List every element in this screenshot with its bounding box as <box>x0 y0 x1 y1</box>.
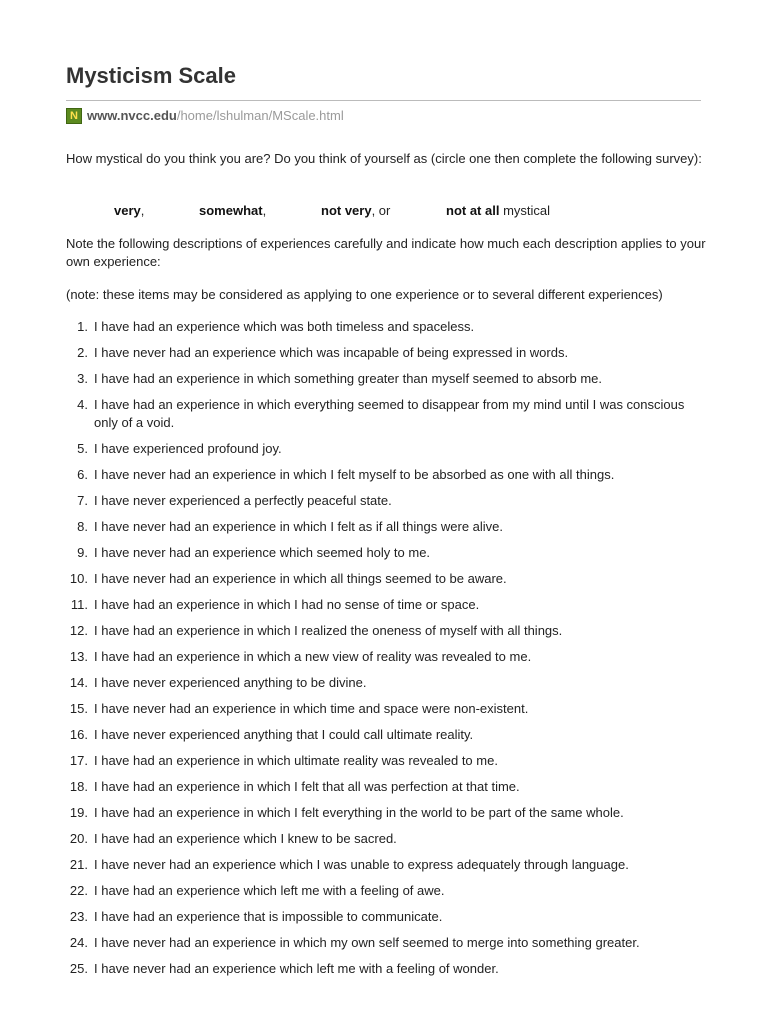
survey-item-number: 18. <box>69 779 88 794</box>
survey-item-number: 10. <box>69 571 88 586</box>
instructions-paragraph: Note the following descriptions of experiences carefully and indicate how much each description applies to your own experience: <box>66 236 706 269</box>
survey-item-text: I have had an experience which left me with a feeling of awe. <box>94 883 445 898</box>
choice-somewhat <box>199 202 266 220</box>
choice-very <box>114 202 144 220</box>
survey-item-number: 13. <box>69 649 88 664</box>
survey-item-number: 8. <box>77 519 88 534</box>
choice-very-label: very <box>114 203 141 218</box>
survey-item-text: I have had an experience that is impossible to communicate. <box>94 909 443 924</box>
survey-item <box>66 518 706 536</box>
survey-item-number: 14. <box>69 675 88 690</box>
mystical-choices <box>66 202 702 220</box>
survey-item-text: I have had an experience in which I felt that all was perfection at that time. <box>94 779 520 794</box>
survey-item-number: 9. <box>77 545 88 560</box>
survey-item-text: I have never had an experience which I was unable to express adequately through language. <box>94 857 629 872</box>
survey-item <box>66 440 706 458</box>
survey-item-text: I have never had an experience in which all things seemed to be aware. <box>94 571 507 586</box>
choice-not-at-all-label: not at all <box>446 203 500 218</box>
survey-item-number: 1. <box>77 319 88 334</box>
survey-item-number: 6. <box>77 467 88 482</box>
survey-item-number: 5. <box>77 441 88 456</box>
survey-item <box>66 934 706 952</box>
survey-item <box>66 570 706 588</box>
survey-item-number: 22. <box>69 883 88 898</box>
survey-item-number: 21. <box>69 857 88 872</box>
title-divider <box>66 100 701 101</box>
survey-item <box>66 648 706 666</box>
survey-item-text: I have never had an experience in which I felt as if all things were alive. <box>94 519 504 534</box>
survey-item-number: 15. <box>69 701 88 716</box>
survey-item <box>66 622 706 640</box>
survey-item <box>66 492 706 510</box>
survey-item <box>66 856 706 874</box>
survey-item <box>66 396 706 432</box>
source-domain[interactable]: www.nvcc.edu <box>87 108 177 123</box>
choice-not-very-label: not very <box>321 203 372 218</box>
survey-item-number: 23. <box>69 909 88 924</box>
survey-item-text: I have never had an experience which was incapable of being expressed in words. <box>94 345 569 360</box>
page-title: Mysticism Scale <box>66 63 236 88</box>
survey-item <box>66 908 706 926</box>
survey-item-text: I have never had an experience in which I felt myself to be absorbed as one with all things. <box>94 467 615 482</box>
survey-item-text: I have never experienced anything to be divine. <box>94 675 367 690</box>
survey-item-text: I have had an experience in which something greater than myself seemed to absorb me. <box>94 371 603 386</box>
survey-item-text: I have had an experience in which I had no sense of time or space. <box>94 597 480 612</box>
survey-item-number: 24. <box>69 935 88 950</box>
survey-item-text: I have had an experience in which I realized the oneness of myself with all things. <box>94 623 563 638</box>
survey-item-text: I have never had an experience in which time and space were non-existent. <box>94 701 529 716</box>
intro-paragraph: How mystical do you think you are? Do you think of yourself as (circle one then complete the following survey): <box>66 151 702 166</box>
survey-item <box>66 752 706 770</box>
survey-item <box>66 596 706 614</box>
survey-item <box>66 804 706 822</box>
survey-item-text: I have experienced profound joy. <box>94 441 282 456</box>
source-favicon-icon: N <box>66 108 82 124</box>
survey-item-text: I have never had an experience in which my own self seemed to merge into something greater. <box>94 935 640 950</box>
survey-item <box>66 726 706 744</box>
survey-item <box>66 318 706 336</box>
survey-item <box>66 700 706 718</box>
survey-item <box>66 830 706 848</box>
survey-item-number: 25. <box>69 961 88 976</box>
survey-item <box>66 674 706 692</box>
survey-item <box>66 466 706 484</box>
survey-item-number: 20. <box>69 831 88 846</box>
survey-item-number: 19. <box>69 805 88 820</box>
choice-somewhat-label: somewhat <box>199 203 263 218</box>
survey-item-text: I have had an experience which I knew to be sacred. <box>94 831 397 846</box>
survey-item <box>66 544 706 562</box>
choice-not-very <box>321 202 390 220</box>
survey-item-number: 17. <box>69 753 88 768</box>
survey-items-list <box>66 318 706 986</box>
survey-item-number: 2. <box>77 345 88 360</box>
source-link[interactable] <box>66 107 344 125</box>
survey-item-number: 4. <box>77 397 88 412</box>
survey-item-text: I have never experienced anything that I could call ultimate reality. <box>94 727 474 742</box>
survey-item-text: I have never experienced a perfectly peaceful state. <box>94 493 392 508</box>
choice-not-at-all-suffix: mystical <box>499 203 551 218</box>
survey-item-number: 3. <box>77 371 88 386</box>
survey-item-text: I have had an experience in which I felt everything in the world to be part of the same whole. <box>94 805 624 820</box>
survey-item-text: I have had an experience in which ultimate reality was revealed to me. <box>94 753 498 768</box>
survey-item-text: I have had an experience in which a new view of reality was revealed to me. <box>94 649 532 664</box>
survey-item-number: 12. <box>69 623 88 638</box>
choice-very-separator: , <box>140 203 145 218</box>
choice-not-very-separator: , or <box>371 203 391 218</box>
survey-item <box>66 344 706 362</box>
note-paragraph: (note: these items may be considered as applying to one experience or to several different experiences) <box>66 287 663 302</box>
choice-somewhat-separator: , <box>262 203 267 218</box>
survey-item <box>66 960 706 978</box>
survey-item-number: 7. <box>77 493 88 508</box>
survey-item <box>66 370 706 388</box>
survey-item-text: I have never had an experience which seemed holy to me. <box>94 545 431 560</box>
survey-item <box>66 882 706 900</box>
source-path[interactable]: /home/lshulman/MScale.html <box>176 108 344 123</box>
survey-item-text: I have had an experience which was both timeless and spaceless. <box>94 319 475 334</box>
survey-item-number: 11. <box>70 597 88 612</box>
survey-item <box>66 778 706 796</box>
survey-item-number: 16. <box>69 727 88 742</box>
choice-not-at-all <box>446 202 550 220</box>
survey-item-text: I have had an experience in which everything seemed to disappear from my mind until I was conscious only of a void. <box>94 397 685 430</box>
survey-item-text: I have never had an experience which left me with a feeling of wonder. <box>94 961 499 976</box>
